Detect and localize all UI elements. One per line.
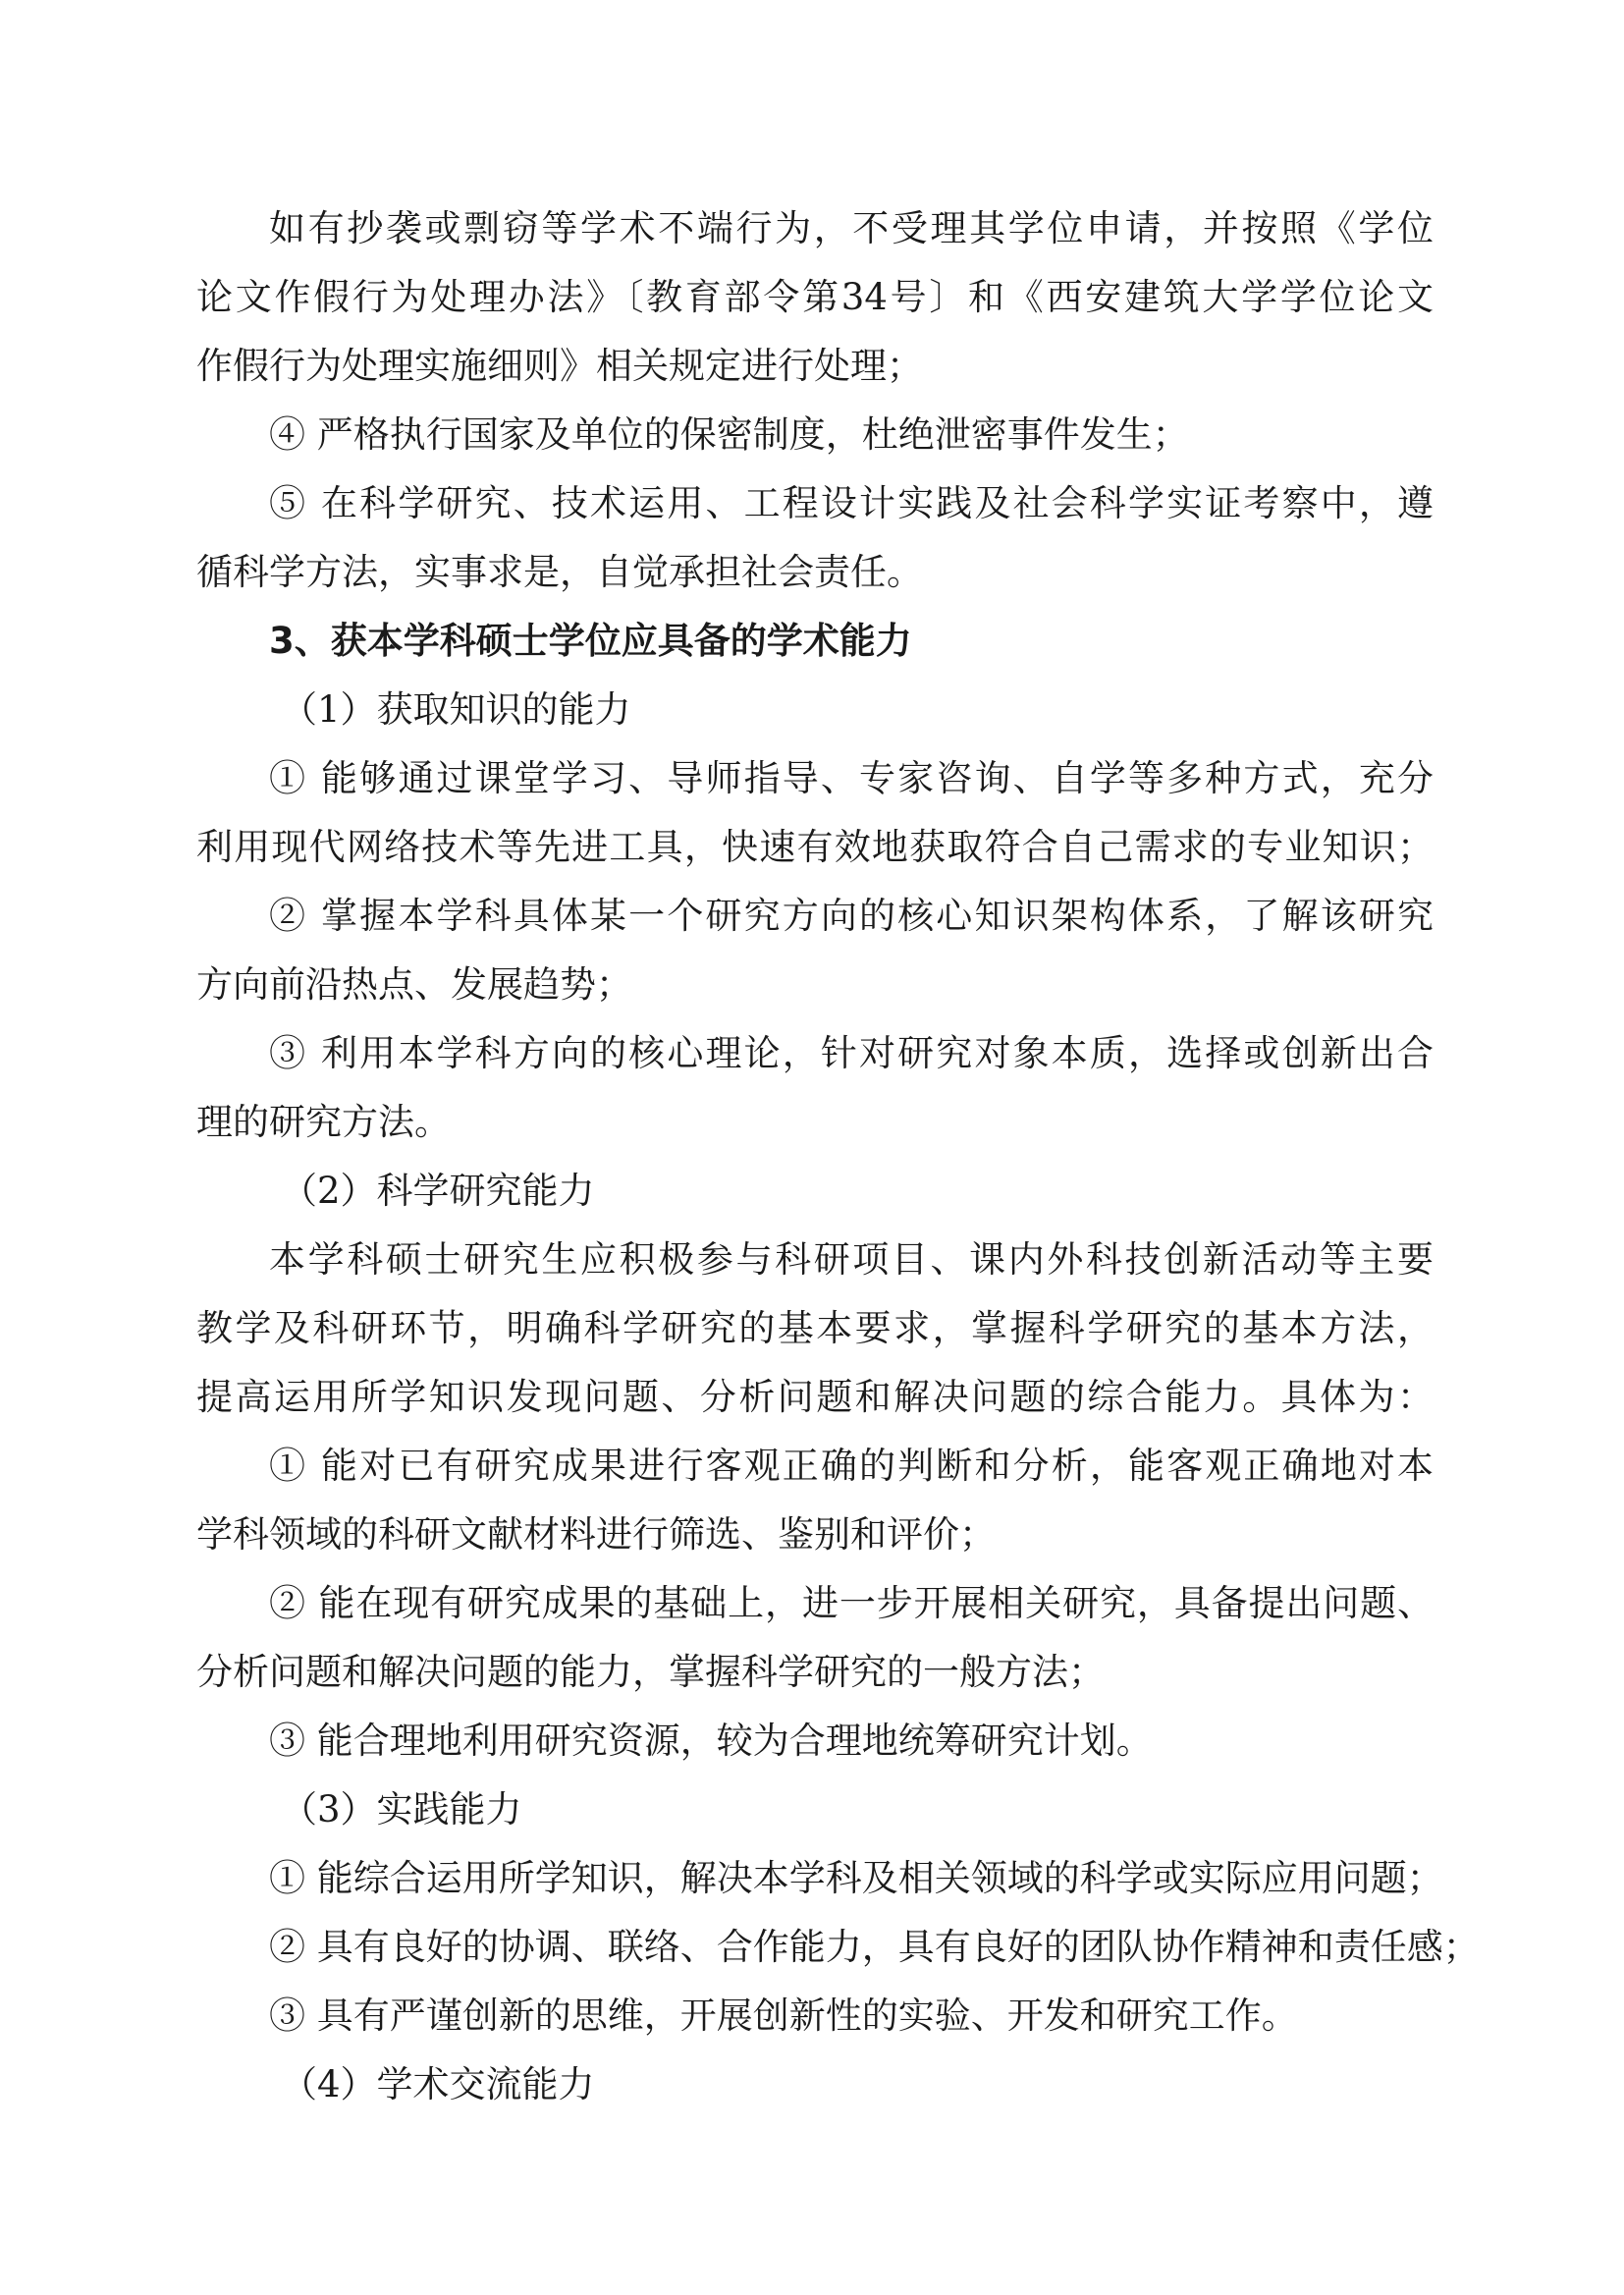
subsection-heading: （2）科学研究能力	[281, 1170, 595, 1212]
list-item-2: ② 掌握本学科具体某一个研究方向的核心知识架构体系，了解该研究	[269, 895, 1434, 937]
paragraph-line: 循科学方法，实事求是，自觉承担社会责任。	[196, 551, 923, 593]
paragraph-line: 利用现代网络技术等先进工具，快速有效地获取符合自己需求的专业知识；	[196, 826, 1434, 868]
subsection-heading: （4）学术交流能力	[281, 2063, 595, 2105]
paragraph-line: 理的研究方法。	[196, 1101, 451, 1143]
list-item-1: ① 能综合运用所学知识，解决本学科及相关领域的科学或实际应用问题；	[269, 1857, 1443, 1899]
paragraph-line: 教学及科研环节，明确科学研究的基本要求，掌握科学研究的基本方法，	[196, 1307, 1434, 1349]
list-item-5: ⑤ 在科学研究、技术运用、工程设计实践及社会科学实证考察中，遵	[269, 482, 1434, 524]
list-item-1: ① 能对已有研究成果进行客观正确的判断和分析，能客观正确地对本	[269, 1445, 1434, 1487]
paragraph-line: 方向前沿热点、发展趋势；	[196, 963, 632, 1006]
paragraph-line: 分析问题和解决问题的能力，掌握科学研究的一般方法；	[196, 1651, 1105, 1693]
paragraph-line: 作假行为处理实施细则》相关规定进行处理；	[196, 345, 923, 387]
list-item-1: ① 能够通过课堂学习、导师指导、专家咨询、自学等多种方式，充分	[269, 757, 1434, 799]
subsection-heading: （1）获取知识的能力	[281, 688, 631, 731]
list-item-2: ② 具有良好的协调、联络、合作能力，具有良好的团队协作精神和责任感；	[269, 1926, 1480, 1968]
list-item-3: ③ 能合理地利用研究资源，较为合理地统筹研究计划。	[269, 1720, 1153, 1762]
list-item-3: ③ 利用本学科方向的核心理论，针对研究对象本质，选择或创新出合	[269, 1032, 1434, 1074]
paragraph-line: 如有抄袭或剽窃等学术不端行为，不受理其学位申请，并按照《学位	[269, 207, 1434, 249]
list-item-3: ③ 具有严谨创新的思维，开展创新性的实验、开发和研究工作。	[269, 1994, 1298, 2037]
list-item-4: ④ 严格执行国家及单位的保密制度，杜绝泄密事件发生；	[269, 413, 1189, 456]
subsection-heading: （3）实践能力	[281, 1788, 522, 1831]
section-heading: 3、获本学科硕士学位应具备的学术能力	[269, 620, 912, 662]
paragraph-line: 学科领域的科研文献材料进行筛选、鉴别和评价；	[196, 1513, 996, 1556]
paragraph-line: 论文作假行为处理办法》〔教育部令第34号〕和《西安建筑大学学位论文	[196, 276, 1434, 318]
paragraph-line: 提高运用所学知识发现问题、分析问题和解决问题的综合能力。具体为：	[196, 1376, 1434, 1418]
paragraph-line: 本学科硕士研究生应积极参与科研项目、课内外科技创新活动等主要	[269, 1238, 1434, 1281]
list-item-2: ② 能在现有研究成果的基础上，进一步开展相关研究，具备提出问题、	[269, 1582, 1434, 1624]
